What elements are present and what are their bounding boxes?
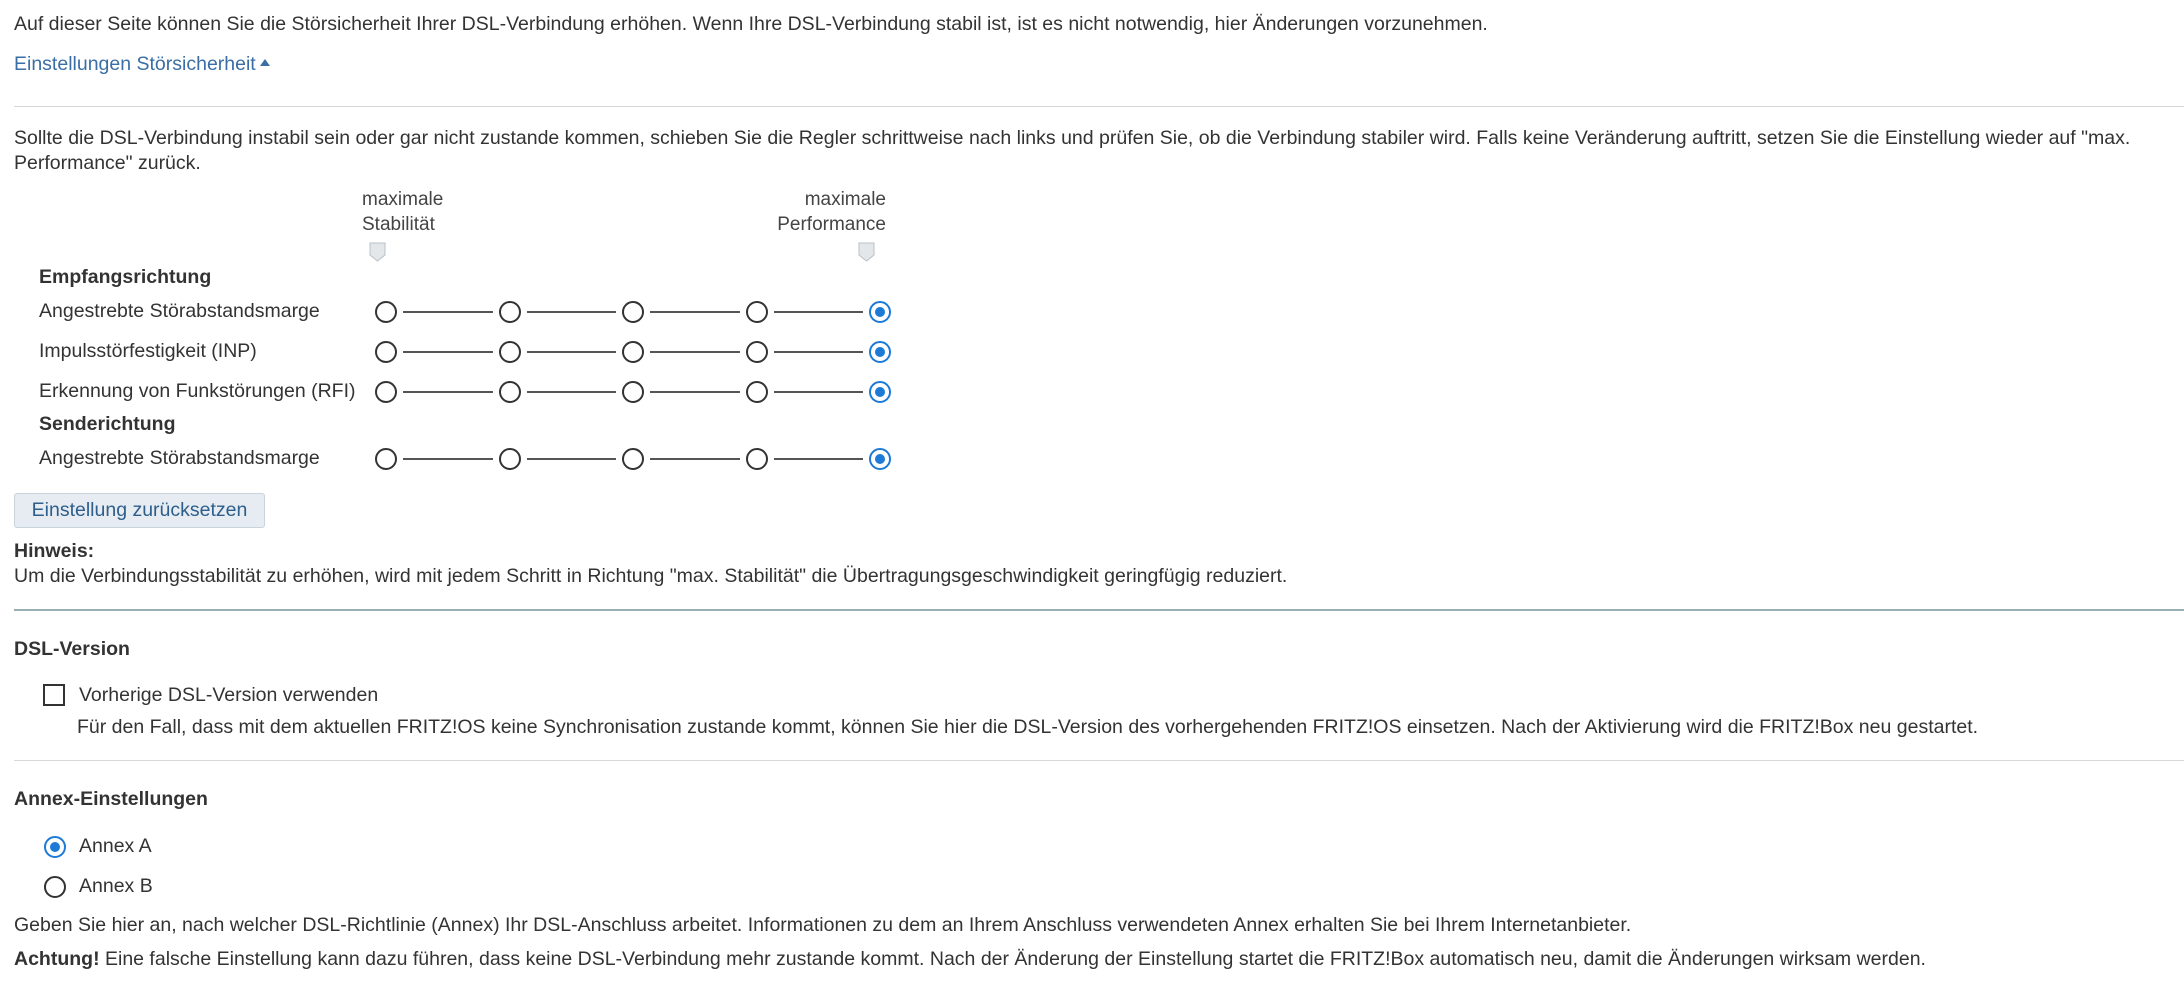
- settings-toggle-label: Einstellungen Störsicherheit: [14, 53, 256, 75]
- slider-label-inp: Impulsstörfestigkeit (INP): [39, 340, 257, 362]
- slider-track-segment: [650, 458, 740, 460]
- slider-step-radio[interactable]: [622, 448, 644, 470]
- annex-a-radio[interactable]: [44, 836, 66, 858]
- group-receive-direction: Empfangsrichtung: [39, 266, 212, 288]
- annex-warning: [14, 947, 1926, 972]
- slider-step-radio[interactable]: [375, 381, 397, 403]
- slider-label-snr-receive: Angestrebte Störabstandsmarge: [39, 300, 320, 322]
- slider-step-radio[interactable]: [746, 448, 768, 470]
- annex-info-text: Geben Sie hier an, nach welcher DSL-Richtlinie (Annex) Ihr DSL-Anschluss arbeitet. Informationen zu dem an Ihrem Anschluss verwendeten Annex erhalten Sie bei Ihrem Internetanbieter.: [14, 914, 1632, 936]
- scale-max-stability-label: maximale Stabilität: [362, 189, 444, 235]
- slider-step-radio[interactable]: [869, 381, 891, 403]
- slider-step-radio[interactable]: [499, 341, 521, 363]
- slider-track-segment: [527, 351, 617, 353]
- instability-paragraph: Sollte die DSL-Verbindung instabil sein oder gar nicht zustande kommen, schieben Sie die Regler schrittweise nach links und prüfen Sie, ob die Verbindung stabiler wird. Falls keine Veränderung auftritt, setzen Sie die Einstellung wieder auf "max. Performance" zurück.: [14, 127, 2131, 174]
- slider-snr-send[interactable]: [375, 447, 869, 471]
- slider-inp[interactable]: [375, 340, 869, 364]
- slider-label-rfi: Erkennung von Funkstörungen (RFI): [39, 380, 356, 402]
- previous-dsl-version-label[interactable]: Vorherige DSL-Version verwenden: [79, 684, 379, 706]
- annex-b-radio[interactable]: [44, 876, 66, 898]
- previous-dsl-version-checkbox[interactable]: [43, 684, 65, 706]
- intro-text: Auf dieser Seite können Sie die Störsicherheit Ihrer DSL-Verbindung erhöhen. Wenn Ihre DSL-Verbindung stabil ist, ist es nicht notwendig, hier Änderungen vorzunehmen.: [14, 13, 1488, 35]
- slider-step-radio[interactable]: [869, 301, 891, 323]
- stability-marker-icon: [369, 242, 386, 262]
- hint-text: Um die Verbindungsstabilität zu erhöhen, wird mit jedem Schritt in Richtung "max. Stabilität" die Übertragungsgeschwindigkeit geringfügig reduziert.: [14, 565, 1288, 587]
- annex-b-label[interactable]: Annex B: [79, 875, 153, 897]
- slider-track-segment: [403, 351, 493, 353]
- slider-step-radio[interactable]: [869, 448, 891, 470]
- slider-step-radio[interactable]: [375, 301, 397, 323]
- settings-toggle-link[interactable]: [14, 53, 270, 76]
- slider-step-radio[interactable]: [499, 448, 521, 470]
- slider-step-radio[interactable]: [499, 301, 521, 323]
- slider-step-radio[interactable]: [869, 341, 891, 363]
- slider-track-segment: [650, 351, 740, 353]
- annex-settings-title: Annex-Einstellungen: [14, 788, 208, 810]
- slider-step-radio[interactable]: [375, 448, 397, 470]
- warning-text: Eine falsche Einstellung kann dazu führen, dass keine DSL-Verbindung mehr zustande kommt. Nach der Änderung der Einstellung startet die FRITZ!Box automatisch neu, damit die Änderungen wirksam werden.: [99, 948, 1926, 970]
- slider-step-radio[interactable]: [746, 341, 768, 363]
- slider-track-segment: [527, 458, 617, 460]
- slider-track-segment: [774, 351, 864, 353]
- divider: [14, 106, 2184, 107]
- performance-marker-icon: [858, 242, 875, 262]
- dsl-version-description: Für den Fall, dass mit dem aktuellen FRITZ!OS keine Synchronisation zustande kommt, können Sie hier die DSL-Version des vorhergehenden FRITZ!OS einsetzen. Nach der Aktivierung wird die FRITZ!Box neu gestartet.: [77, 716, 1979, 738]
- slider-track-segment: [527, 391, 617, 393]
- slider-label-snr-send: Angestrebte Störabstandsmarge: [39, 447, 320, 469]
- slider-step-radio[interactable]: [746, 301, 768, 323]
- group-send-direction: Senderichtung: [39, 413, 176, 435]
- slider-track-segment: [650, 311, 740, 313]
- warning-label: Achtung!: [14, 948, 100, 970]
- collapse-arrow-icon: [260, 59, 270, 66]
- section-divider: [14, 609, 2184, 611]
- slider-track-segment: [774, 391, 864, 393]
- slider-step-radio[interactable]: [746, 381, 768, 403]
- dsl-version-title: DSL-Version: [14, 638, 130, 660]
- slider-track-segment: [774, 458, 864, 460]
- scale-max-performance-label: maximale Performance: [777, 189, 886, 235]
- slider-track-segment: [403, 311, 493, 313]
- slider-step-radio[interactable]: [375, 341, 397, 363]
- slider-track-segment: [774, 311, 864, 313]
- reset-settings-button[interactable]: Einstellung zurücksetzen: [14, 493, 265, 528]
- slider-step-radio[interactable]: [622, 341, 644, 363]
- slider-track-segment: [650, 391, 740, 393]
- slider-step-radio[interactable]: [622, 381, 644, 403]
- slider-snr-receive[interactable]: [375, 300, 869, 324]
- slider-track-segment: [403, 458, 493, 460]
- slider-track-segment: [527, 311, 617, 313]
- annex-a-label[interactable]: Annex A: [79, 835, 152, 857]
- slider-track-segment: [403, 391, 493, 393]
- slider-rfi[interactable]: [375, 380, 869, 404]
- slider-step-radio[interactable]: [622, 301, 644, 323]
- divider: [14, 760, 2184, 761]
- hint-title: Hinweis:: [14, 540, 95, 562]
- slider-step-radio[interactable]: [499, 381, 521, 403]
